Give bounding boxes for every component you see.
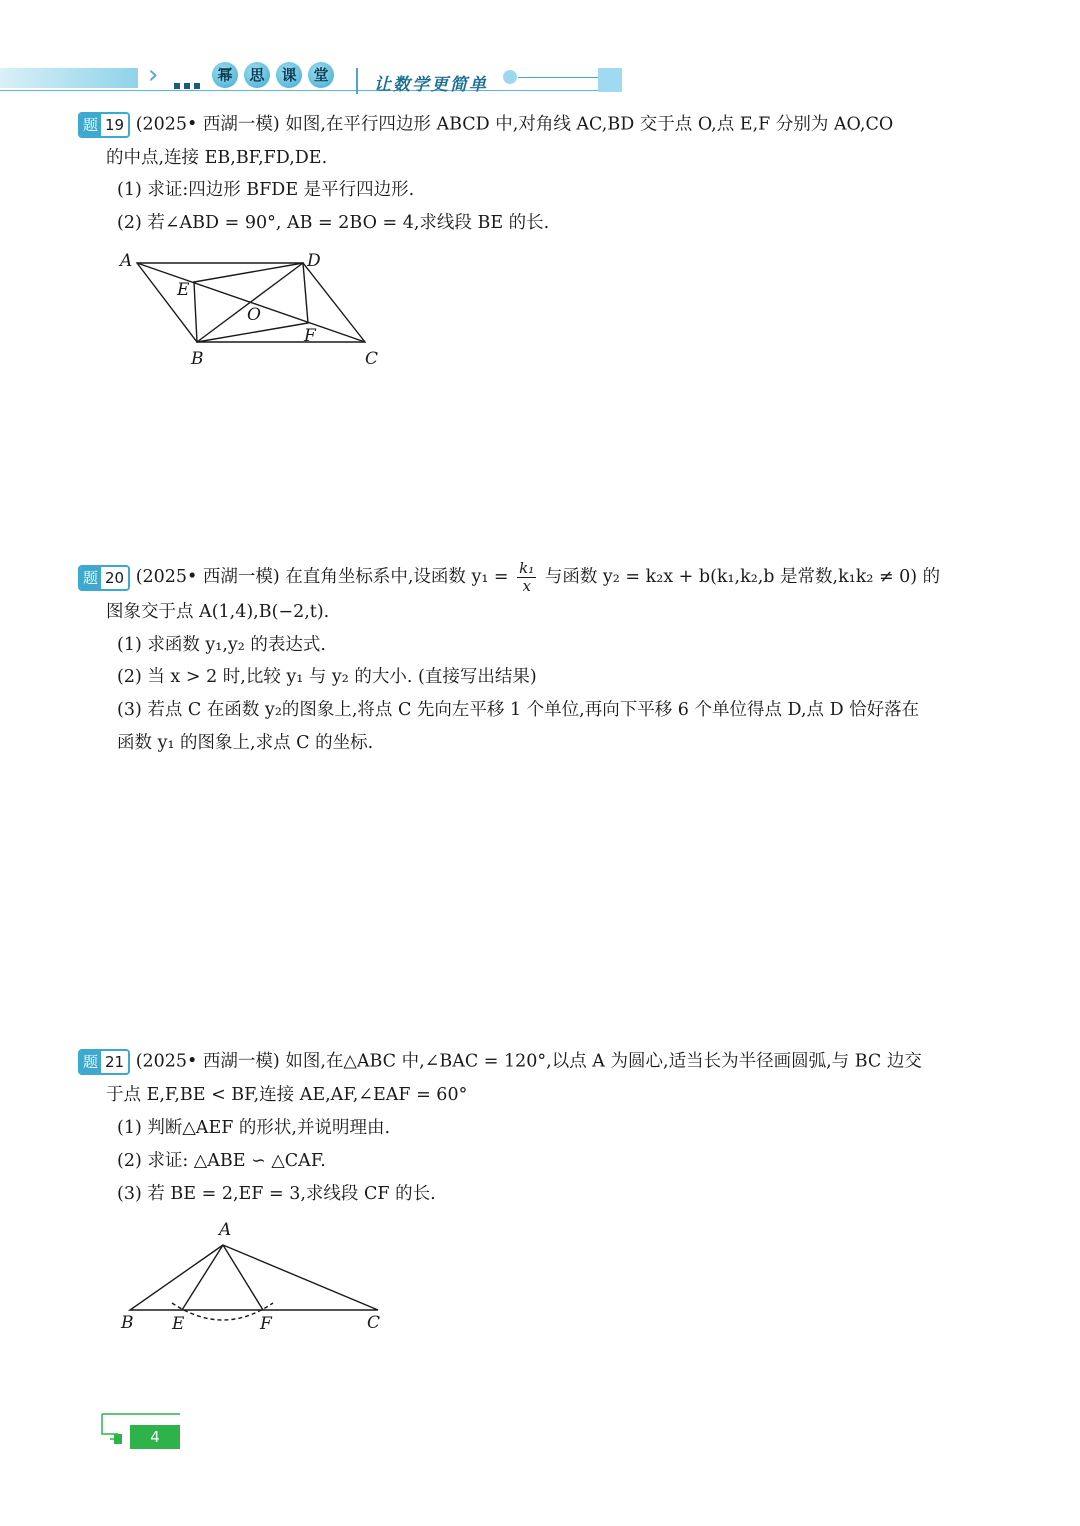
p19-label-o: O xyxy=(247,305,261,325)
p21-label-a: A xyxy=(219,1220,232,1240)
p21-question-2: (2) 求证: △ABE ∽ △CAF. xyxy=(117,1151,326,1171)
p19-diagonal-bd xyxy=(197,263,303,342)
p21-label-b: B xyxy=(121,1313,134,1333)
p20-question-2: (2) 当 x > 2 时,比较 y₁ 与 y₂ 的大小. (直接写出结果) xyxy=(117,667,537,687)
p21-arc xyxy=(172,1303,273,1320)
p19-question-1: (1) 求证:四边形 BFDE 是平行四边形. xyxy=(117,180,415,200)
p21-line2: 于点 E,F,BE < BF,连接 AE,AF,∠EAF = 60° xyxy=(106,1085,468,1105)
p20-text-post: 与函数 y₂ = k₂x + b(k₁,k₂,b 是常数,k₁k₂ ≠ 0) 的 xyxy=(544,567,941,587)
p19-label-b: B xyxy=(191,349,204,369)
p21-segment-af xyxy=(223,1245,263,1310)
p20-text-pre: (2025• 西湖一模) 在直角坐标系中,设函数 y₁ = xyxy=(135,567,509,587)
header-slogan: 让数学更简单 xyxy=(374,75,488,95)
p19-figure-parallelogram xyxy=(100,240,400,380)
header-corner-box xyxy=(598,68,622,92)
header-right-rule xyxy=(518,77,600,78)
p20-frac-denominator: x xyxy=(522,577,531,595)
brand-char-3: 课 xyxy=(276,62,302,88)
p21-figure-triangle xyxy=(110,1215,400,1340)
p20-fraction xyxy=(517,560,536,595)
p21-label-e: E xyxy=(172,1314,185,1334)
p20-badge-label: 题 xyxy=(80,567,101,589)
p19-line1 xyxy=(78,112,893,138)
p21-text-line1: (2025• 西湖一模) 如图,在△ABC 中,∠BAC = 120°,以点 A 为圆心,适当长为半径画圆弧,与 BC 边交 xyxy=(135,1051,922,1072)
brand-char-2: 思 xyxy=(244,62,270,88)
p21-triangle-abc xyxy=(130,1245,378,1310)
p20-question-3a: (3) 若点 C 在函数 y₂的图象上,将点 C 先向左平移 1 个单位,再向下平移 6 个单位得点 D,点 D 恰好落在 xyxy=(117,700,920,720)
p19-label-e: E xyxy=(177,280,190,300)
p21-question-1: (1) 判断△AEF 的形状,并说明理由. xyxy=(117,1118,391,1138)
p19-label-c: C xyxy=(365,349,379,369)
p19-question-2: (2) 若∠ABD = 90°, AB = 2BO = 4,求线段 BE 的长. xyxy=(117,213,550,233)
p20-line1 xyxy=(78,560,940,595)
header-separator xyxy=(356,68,358,94)
page-number: 4 xyxy=(130,1425,180,1449)
p21-label-c: C xyxy=(367,1313,381,1333)
p19-label-a: A xyxy=(120,251,133,271)
p19-badge xyxy=(78,112,130,138)
p20-badge-number: 20 xyxy=(101,567,128,589)
p19-text-line1: (2025• 西湖一模) 如图,在平行四边形 ABCD 中,对角线 AC,BD 交于点 O,点 E,F 分别为 AO,CO xyxy=(135,114,894,135)
p21-line1 xyxy=(78,1049,922,1075)
brand-char-4: 堂 xyxy=(308,62,334,88)
p21-badge xyxy=(78,1049,130,1075)
p21-label-f: F xyxy=(260,1314,272,1334)
p21-badge-label: 题 xyxy=(80,1051,101,1073)
p19-line2: 的中点,连接 EB,BF,FD,DE. xyxy=(106,148,328,168)
brand-char-1: 幂 xyxy=(212,62,238,88)
header-bullet xyxy=(503,70,517,84)
header-dots xyxy=(174,74,204,93)
p21-question-3: (3) 若 BE = 2,EF = 3,求线段 CF 的长. xyxy=(117,1184,436,1204)
p19-label-f: F xyxy=(304,326,316,346)
p20-question-1: (1) 求函数 y₁,y₂ 的表达式. xyxy=(117,635,326,655)
p19-badge-number: 19 xyxy=(101,114,128,136)
p21-segment-ae xyxy=(182,1245,223,1310)
p19-badge-label: 题 xyxy=(80,114,101,136)
chevron-right-icon: › xyxy=(148,60,159,90)
p19-label-d: D xyxy=(307,251,321,271)
p20-badge xyxy=(78,565,130,591)
p21-badge-number: 21 xyxy=(101,1051,128,1073)
p20-line2: 图象交于点 A(1,4),B(−2,t). xyxy=(106,602,330,622)
p20-frac-numerator: k₁ xyxy=(519,559,535,577)
header-rule xyxy=(0,90,620,91)
header-ribbon xyxy=(0,68,138,88)
p20-question-3b: 函数 y₁ 的图象上,求点 C 的坐标. xyxy=(117,733,374,753)
